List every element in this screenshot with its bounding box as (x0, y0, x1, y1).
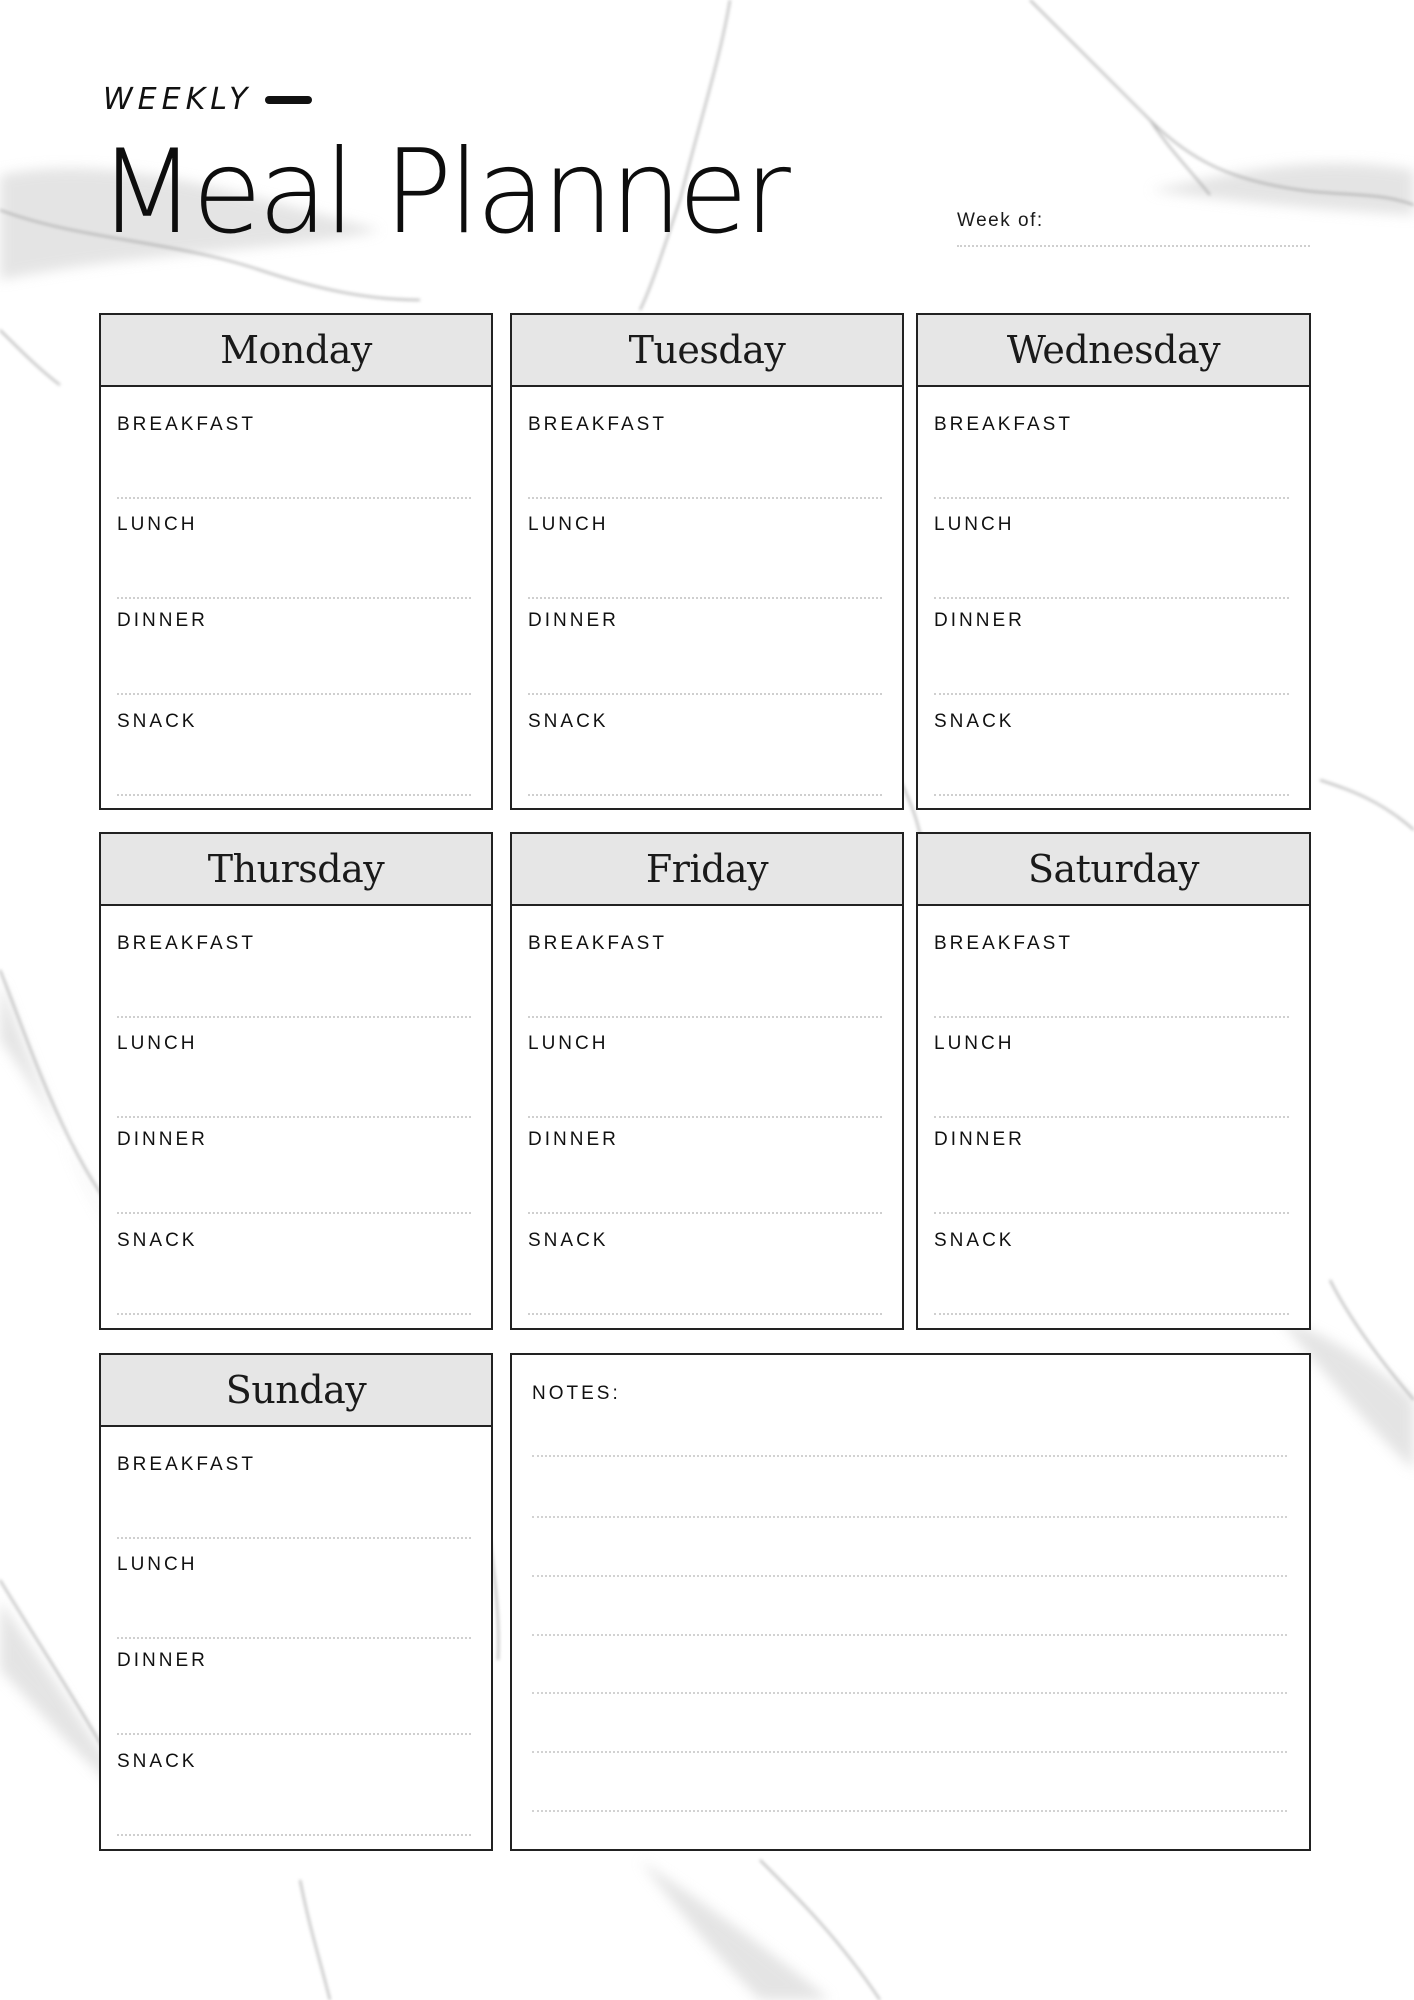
day-card-friday (510, 832, 904, 1330)
meal-label: SNACK (528, 711, 609, 732)
write-line (528, 1116, 882, 1118)
meal-label: DINNER (934, 610, 1025, 631)
write-line (934, 1313, 1289, 1315)
meal-slot-breakfast[interactable] (934, 932, 1289, 956)
write-line (117, 1212, 471, 1214)
write-line (117, 1116, 471, 1118)
meal-label: SNACK (934, 711, 1015, 732)
meal-slot-snack[interactable] (528, 710, 882, 734)
meal-label: LUNCH (117, 1554, 198, 1575)
day-title: Sunday (101, 1355, 491, 1427)
day-title: Saturday (918, 834, 1309, 906)
meal-label: SNACK (117, 1230, 198, 1251)
meal-slot-dinner[interactable] (934, 1128, 1289, 1152)
write-line (117, 1834, 471, 1836)
write-line (528, 1212, 882, 1214)
meal-slot-snack[interactable] (934, 1229, 1289, 1253)
meal-label: SNACK (934, 1230, 1015, 1251)
meal-slot-dinner[interactable] (117, 609, 471, 633)
write-line (934, 1116, 1289, 1118)
write-line (528, 794, 882, 796)
meal-label: BREAKFAST (117, 1454, 256, 1475)
week-of-field[interactable] (957, 245, 1310, 247)
meal-slot-snack[interactable] (934, 710, 1289, 734)
write-line (117, 597, 471, 599)
day-card-wednesday (916, 313, 1311, 810)
write-line (528, 1016, 882, 1018)
day-card-thursday (99, 832, 493, 1330)
meal-label: BREAKFAST (934, 414, 1073, 435)
day-card-tuesday (510, 313, 904, 810)
notes-line (532, 1575, 1287, 1577)
day-card-saturday (916, 832, 1311, 1330)
meal-slot-snack[interactable] (117, 1750, 471, 1774)
notes-label: NOTES: (532, 1383, 621, 1404)
meal-slot-lunch[interactable] (117, 1032, 471, 1056)
meal-label: BREAKFAST (528, 414, 667, 435)
meal-slot-breakfast[interactable] (934, 413, 1289, 437)
meal-label: SNACK (528, 1230, 609, 1251)
write-line (117, 1637, 471, 1639)
meal-label: BREAKFAST (117, 414, 256, 435)
eyebrow-dash (265, 96, 312, 104)
meal-label: DINNER (934, 1129, 1025, 1150)
notes-line (532, 1516, 1287, 1518)
day-title: Tuesday (512, 315, 902, 387)
meal-slot-lunch[interactable] (528, 513, 882, 537)
write-line (528, 497, 882, 499)
week-of-label: Week of: (957, 210, 1044, 231)
write-line (934, 1016, 1289, 1018)
write-line (117, 794, 471, 796)
meal-label: BREAKFAST (117, 933, 256, 954)
write-line (934, 693, 1289, 695)
notes-line (532, 1692, 1287, 1694)
meal-label: LUNCH (528, 1033, 609, 1054)
meal-slot-dinner[interactable] (934, 609, 1289, 633)
day-title: Wednesday (918, 315, 1309, 387)
write-line (528, 597, 882, 599)
write-line (528, 1313, 882, 1315)
meal-slot-dinner[interactable] (528, 609, 882, 633)
meal-slot-lunch[interactable] (117, 1553, 471, 1577)
meal-slot-snack[interactable] (528, 1229, 882, 1253)
meal-label: BREAKFAST (528, 933, 667, 954)
write-line (117, 1537, 471, 1539)
notes-line (532, 1634, 1287, 1636)
meal-slot-lunch[interactable] (934, 513, 1289, 537)
write-line (934, 794, 1289, 796)
day-title: Thursday (101, 834, 491, 906)
meal-label: LUNCH (117, 514, 198, 535)
write-line (934, 597, 1289, 599)
meal-slot-breakfast[interactable] (117, 413, 471, 437)
meal-slot-lunch[interactable] (528, 1032, 882, 1056)
day-title: Monday (101, 315, 491, 387)
meal-label: DINNER (528, 1129, 619, 1150)
meal-slot-breakfast[interactable] (117, 1453, 471, 1477)
meal-label: DINNER (117, 1650, 208, 1671)
notes-card[interactable] (510, 1353, 1311, 1851)
meal-label: DINNER (117, 1129, 208, 1150)
meal-slot-snack[interactable] (117, 710, 471, 734)
notes-line (532, 1810, 1287, 1812)
meal-label: SNACK (117, 1751, 198, 1772)
meal-slot-breakfast[interactable] (528, 413, 882, 437)
meal-slot-snack[interactable] (117, 1229, 471, 1253)
meal-slot-lunch[interactable] (117, 513, 471, 537)
write-line (117, 693, 471, 695)
meal-label: LUNCH (934, 1033, 1015, 1054)
meal-slot-dinner[interactable] (117, 1128, 471, 1152)
write-line (528, 693, 882, 695)
notes-line (532, 1751, 1287, 1753)
notes-line (532, 1455, 1287, 1457)
meal-label: DINNER (528, 610, 619, 631)
meal-label: DINNER (117, 610, 208, 631)
write-line (117, 1313, 471, 1315)
meal-label: LUNCH (934, 514, 1015, 535)
day-card-monday (99, 313, 493, 810)
meal-label: LUNCH (528, 514, 609, 535)
page-title: Meal Planner (98, 125, 787, 260)
write-line (117, 1016, 471, 1018)
meal-slot-lunch[interactable] (934, 1032, 1289, 1056)
write-line (934, 1212, 1289, 1214)
meal-slot-breakfast[interactable] (528, 932, 882, 956)
meal-slot-dinner[interactable] (528, 1128, 882, 1152)
write-line (934, 497, 1289, 499)
day-title: Friday (512, 834, 902, 906)
meal-label: SNACK (117, 711, 198, 732)
meal-label: BREAKFAST (934, 933, 1073, 954)
eyebrow-weekly: WEEKLY (103, 82, 253, 117)
day-card-sunday (99, 1353, 493, 1851)
meal-label: LUNCH (117, 1033, 198, 1054)
write-line (117, 1733, 471, 1735)
meal-slot-dinner[interactable] (117, 1649, 471, 1673)
meal-slot-breakfast[interactable] (117, 932, 471, 956)
write-line (117, 497, 471, 499)
